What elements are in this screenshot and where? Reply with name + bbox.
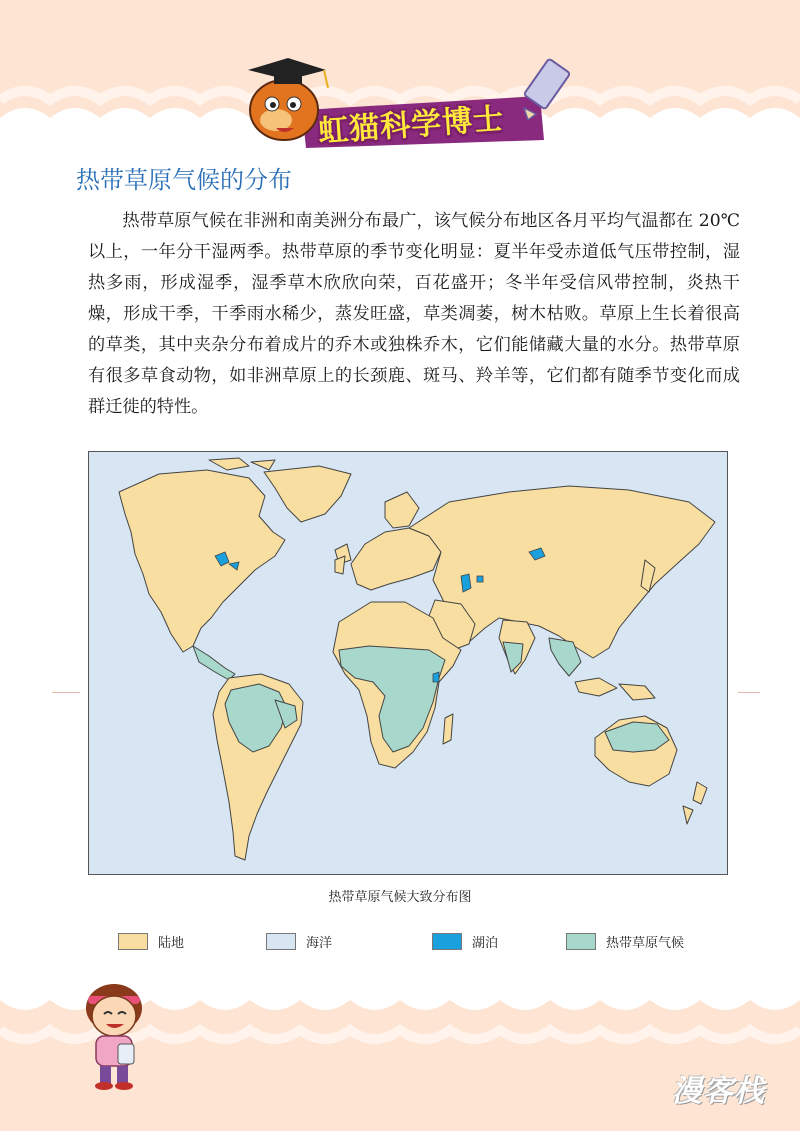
girl-character-icon [78, 978, 150, 1090]
margin-mark-right [738, 692, 760, 693]
legend-swatch-savanna [566, 933, 596, 950]
legend-item-land [118, 932, 184, 951]
map-caption: 热带草原气候大致分布图 [328, 890, 472, 905]
legend-label-ocean: 海洋 [306, 936, 333, 951]
legend-item-savanna [566, 932, 684, 951]
legend-swatch-ocean [266, 933, 296, 950]
greenland [264, 466, 351, 522]
legend-item-ocean [266, 932, 332, 951]
legend-item-lake [432, 932, 498, 951]
world-map [88, 451, 728, 875]
legend-label-lake: 湖泊 [472, 936, 499, 951]
brand-title: 虹猫科学博士 [317, 101, 506, 150]
africa-savanna [339, 646, 445, 752]
legend-swatch-lake [432, 933, 462, 950]
lake-victoria [433, 672, 439, 682]
section-title: 热带草原气候的分布 [76, 166, 292, 194]
watermark-logo: 漫客栈 [672, 1074, 765, 1109]
pencil-icon [524, 59, 571, 120]
legend-label-land: 陆地 [158, 936, 185, 951]
europe [351, 528, 441, 590]
legend-swatch-land [118, 933, 148, 950]
body-paragraph: 热带草原气候在非洲和南美洲分布最广，该气候分布地区各月平均气温都在 20℃以上，一年分干湿两季。热带草原的季节变化明显：夏半年受赤道低气压带控制，湿热多雨，形成湿季，湿季草木欣欣向荣，百花盛开；冬半年受信风带控制，炎热干燥，形成干季，干季雨水稀少，蒸发旺盛，草类凋萎，树木枯败。草原上生长着很高的草类，其中夹杂分布着成片的乔木或独株乔木，它们能储藏大量的水分。热带草原有很多草食动物，如非洲草原上的长颈鹿、斑马、羚羊等，它们都有随季节变化而成群迁徙的特性。 [88, 211, 740, 417]
legend-label-savanna: 热带草原气候 [606, 936, 685, 951]
central-america [193, 646, 235, 680]
north-america [119, 470, 285, 652]
margin-mark-left [52, 692, 80, 693]
